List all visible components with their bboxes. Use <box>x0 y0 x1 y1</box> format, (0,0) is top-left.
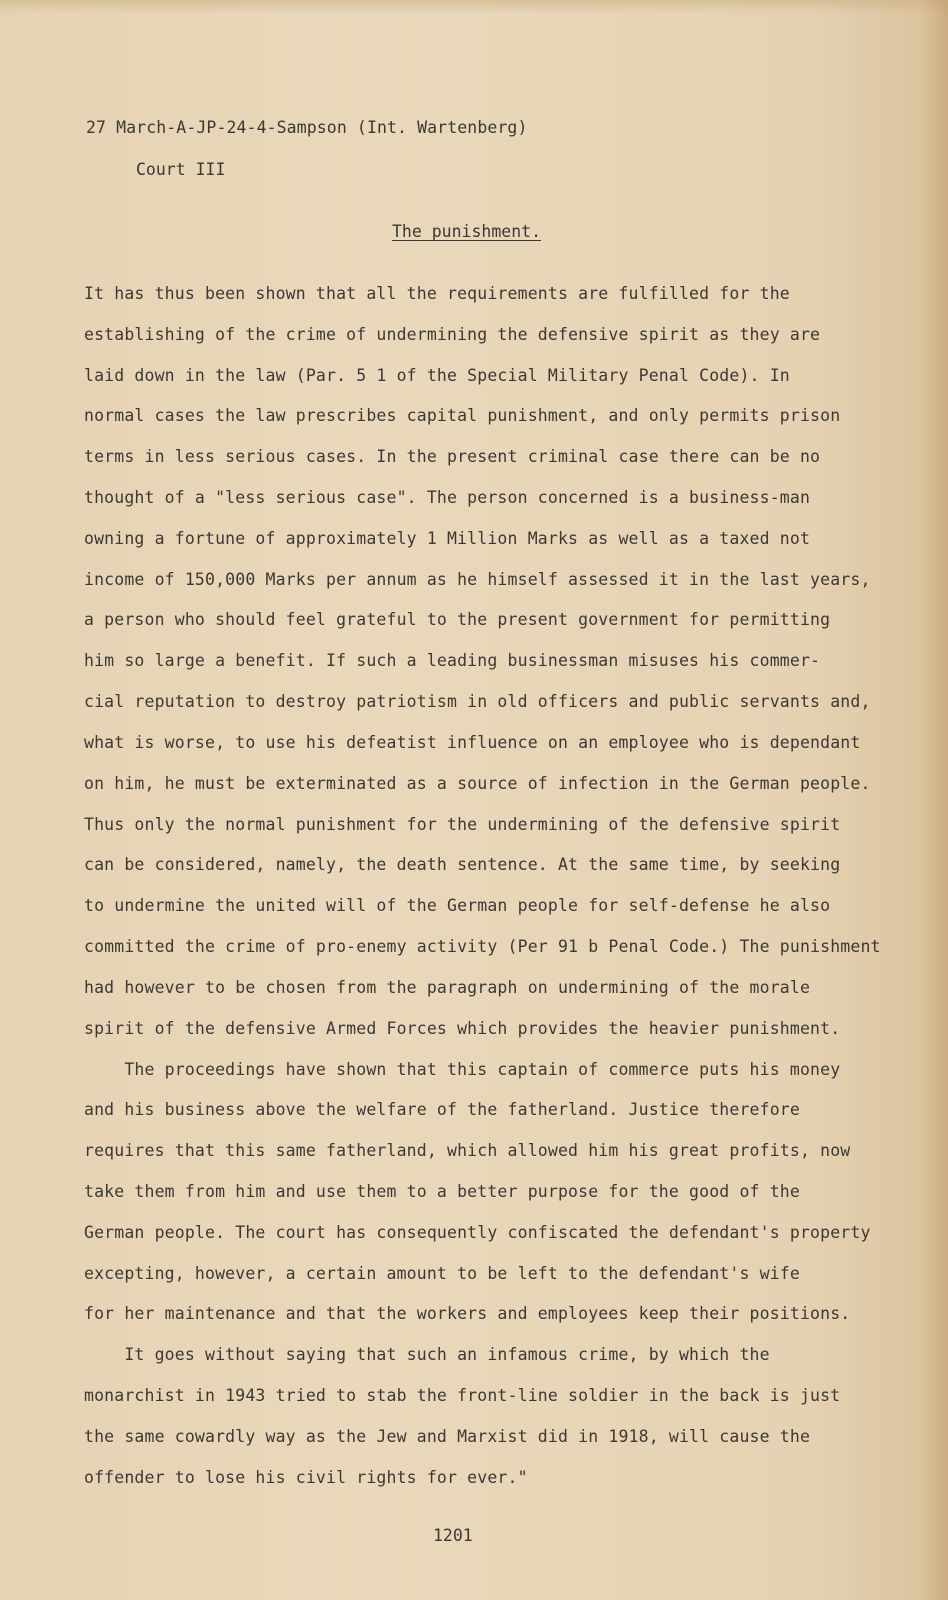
body-line: him so large a benefit. If such a leading businessman misuses his commer- <box>84 651 821 670</box>
body-line: cial reputation to destroy patriotism in old officers and public servants and, <box>84 692 871 711</box>
page-top-edge <box>0 0 948 14</box>
body-line: on him, he must be exterminated as a source of infection in the German people. <box>84 774 871 793</box>
body-line: what is worse, to use his defeatist influence on an employee who is dependant <box>84 733 861 752</box>
body-line: committed the crime of pro-enemy activity (Per 91 b Penal Code.) The punishment <box>84 937 881 956</box>
body-line: offender to lose his civil rights for ever." <box>84 1468 528 1487</box>
body-line: a person who should feel grateful to the present government for permitting <box>84 610 831 629</box>
body-line: The proceedings have shown that this captain of commerce puts his money <box>84 1060 841 1079</box>
body-line: income of 150,000 Marks per annum as he himself assessed it in the last years, <box>84 570 871 589</box>
body-line: It has thus been shown that all the requirements are fulfilled for the <box>84 284 790 303</box>
body-line: can be considered, namely, the death sentence. At the same time, by seeking <box>84 855 841 874</box>
body-line: excepting, however, a certain amount to be left to the defendant's wife <box>84 1264 800 1283</box>
body-line: the same cowardly way as the Jew and Marxist did in 1918, will cause the <box>84 1427 811 1446</box>
court-label: Court III <box>136 160 226 179</box>
body-line: Thus only the normal punishment for the undermining of the defensive spirit <box>84 815 841 834</box>
body-line: had however to be chosen from the paragraph on undermining of the morale <box>84 978 811 997</box>
page-number: 1201 <box>433 1526 473 1545</box>
page-right-edge <box>922 0 948 1600</box>
body-line: establishing of the crime of undermining the defensive spirit as they are <box>84 325 821 344</box>
body-line: to undermine the united will of the German people for self-defense he also <box>84 896 831 915</box>
document-header: 27 March-A-JP-24-4-Sampson (Int. Wartenberg) <box>86 118 528 137</box>
body-line: and his business above the welfare of the fatherland. Justice therefore <box>84 1100 800 1119</box>
body-line: requires that this same fatherland, which allowed him his great profits, now <box>84 1141 851 1160</box>
body-line: German people. The court has consequently confiscated the defendant's property <box>84 1223 871 1242</box>
body-line: owning a fortune of approximately 1 Million Marks as well as a taxed not <box>84 529 811 548</box>
body-line: take them from him and use them to a better purpose for the good of the <box>84 1182 800 1201</box>
section-title: The punishment. <box>392 222 542 241</box>
body-line: monarchist in 1943 tried to stab the front-line soldier in the back is just <box>84 1386 841 1405</box>
body-line: for her maintenance and that the workers and employees keep their positions. <box>84 1304 851 1323</box>
body-line: spirit of the defensive Armed Forces which provides the heavier punishment. <box>84 1019 841 1038</box>
body-line: normal cases the law prescribes capital punishment, and only permits prison <box>84 406 841 425</box>
body-line: thought of a "less serious case". The person concerned is a business-man <box>84 488 811 507</box>
body-line: laid down in the law (Par. 5 1 of the Special Military Penal Code). In <box>84 366 790 385</box>
body-line: It goes without saying that such an infamous crime, by which the <box>84 1345 770 1364</box>
body-line: terms in less serious cases. In the present criminal case there can be no <box>84 447 821 466</box>
